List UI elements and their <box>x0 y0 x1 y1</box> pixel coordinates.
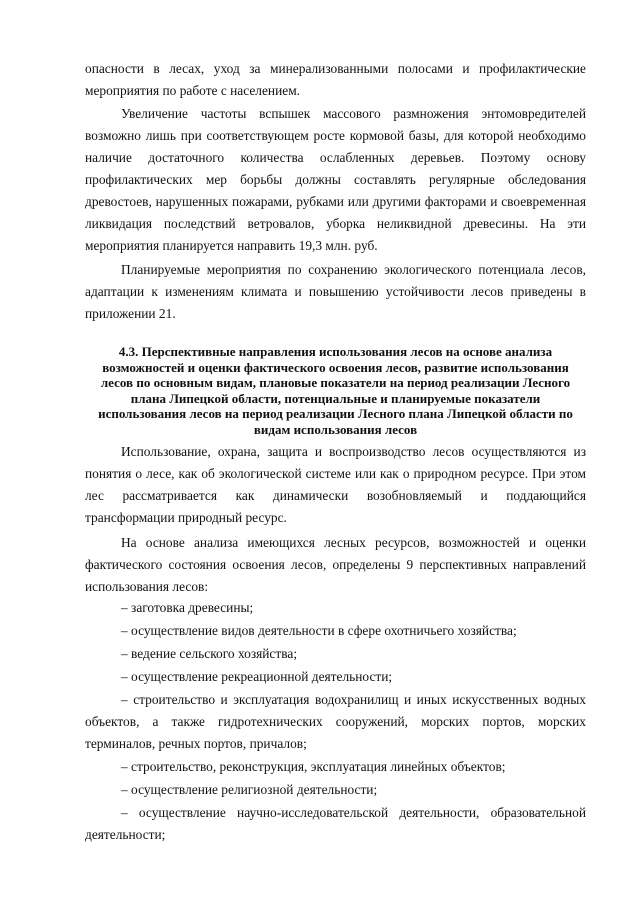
list-item: – осуществление видов деятельности в сфере охотничьего хозяйства; <box>121 623 517 638</box>
paragraph-forest-use-concept: Использование, охрана, защита и воспроизводство лесов осуществляются из понятия о лесе, как об экологической системе или как о природном ресурсе. При этом лес рассматривается как динамически возобновляемый и поддающийся трансформации природный ресурс. <box>85 444 586 525</box>
paragraph-directions-intro: На основе анализа имеющихся лесных ресурсов, возможностей и оценки фактического состояния освоения лесов, определены 9 перспективных направлений использования лесов: <box>85 535 586 594</box>
list-item: – ведение сельского хозяйства; <box>121 646 298 661</box>
paragraph-fire-prevention-end: опасности в лесах, уход за минерализованными полосами и профилактические мероприятия по работе с населением. <box>85 61 586 98</box>
list-item: – заготовка древесины; <box>121 600 254 615</box>
section-heading-4-3: 4.3. Перспективные направления использования лесов на основе анализа возможностей и оценки фактического освоения лесов, развитие использования лесов по основным видам, плановые показатели на период реализации Лесного плана Липецкой области, потенциальные и планируемые показатели использования лесов на период реализации Лесного плана Липецкой области по видам использования лесов <box>98 344 573 437</box>
paragraph-pest-outbreaks: Увеличение частоты вспышек массового размножения энтомовредителей возможно лишь при соответствующем росте кормовой базы, для которой необходимо наличие достаточного количества ослабленных деревьев. Поэтому основу профилактических мер борьбы должны составлять регулярные обследования древостоев, нарушенных пожарами, рубками или другими факторами и своевременная ликвидация последствий ветровалов, уборка неликвидной древесины. На эти мероприятия планируется направить 19,3 млн. руб. <box>85 106 586 253</box>
list-item: – строительство и эксплуатация водохранилищ и иных искусственных водных объектов, а также гидротехнических сооружений, морских портов, морских терминалов, речных портов, причалов; <box>85 692 586 751</box>
list-item: – осуществление религиозной деятельности; <box>121 782 378 797</box>
list-item: – осуществление научно-исследовательской деятельности, образовательной деятельности; <box>85 805 586 842</box>
forest-use-directions-list <box>85 597 586 847</box>
list-item: – осуществление рекреационной деятельности; <box>121 669 393 684</box>
list-item: – строительство, реконструкция, эксплуатация линейных объектов; <box>121 759 506 774</box>
paragraph-planned-measures: Планируемые мероприятия по сохранению экологического потенциала лесов, адаптации к изменениям климата и повышению устойчивости лесов приведены в приложении 21. <box>85 262 586 321</box>
